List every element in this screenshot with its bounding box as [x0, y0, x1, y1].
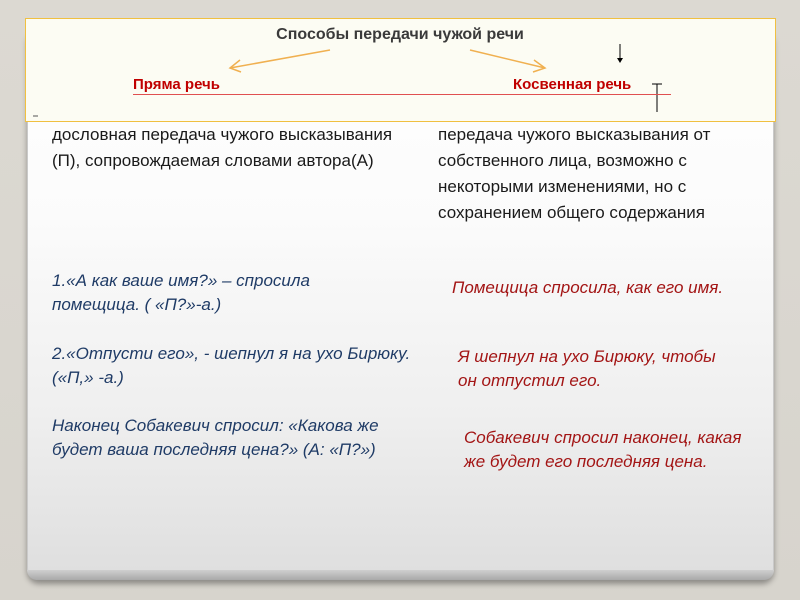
direct-example-3: Наконец Собакевич спросил: «Какова же будет ваша последняя цена?» (А: «П?») — [52, 416, 379, 459]
heading-underline — [133, 94, 671, 95]
text-cursor-icon — [652, 84, 662, 112]
branch-arrows — [0, 0, 800, 130]
slide-title: Способы передачи чужой речи — [276, 26, 524, 43]
right-arrow-icon — [470, 50, 545, 72]
direct-example-2: 2.«Отпусти его», - шепнул я на ухо Бирюку. («П,» -а.) — [52, 344, 411, 387]
indirect-example-3: Собакевич спросил наконец, какая же будет его последняя цена. — [464, 428, 742, 471]
indirect-example-1: Помещица спросила, как его имя. — [452, 278, 724, 297]
left-arrow-icon — [230, 50, 330, 72]
direct-speech-heading: Пряма речь — [133, 76, 220, 93]
indirect-speech-heading: Косвенная речь — [513, 76, 632, 93]
direct-speech-definition: дословная передача чужого высказывания (П), сопровождаемая словами автора(А) — [52, 125, 393, 170]
indirect-example-2: Я шепнул на ухо Бирюку, чтобы он отпустил его. — [458, 347, 716, 390]
card-shadow-edge — [27, 570, 774, 580]
direct-example-1: 1.«А как ваше имя?» – спросила помещица. ( «П?»-а.) — [52, 271, 310, 314]
text-cursor-icon — [617, 44, 623, 63]
indirect-speech-definition: передача чужого высказывания от собственного лица, возможно с некоторыми изменениями, но с сохранением общего содержания — [438, 125, 711, 222]
